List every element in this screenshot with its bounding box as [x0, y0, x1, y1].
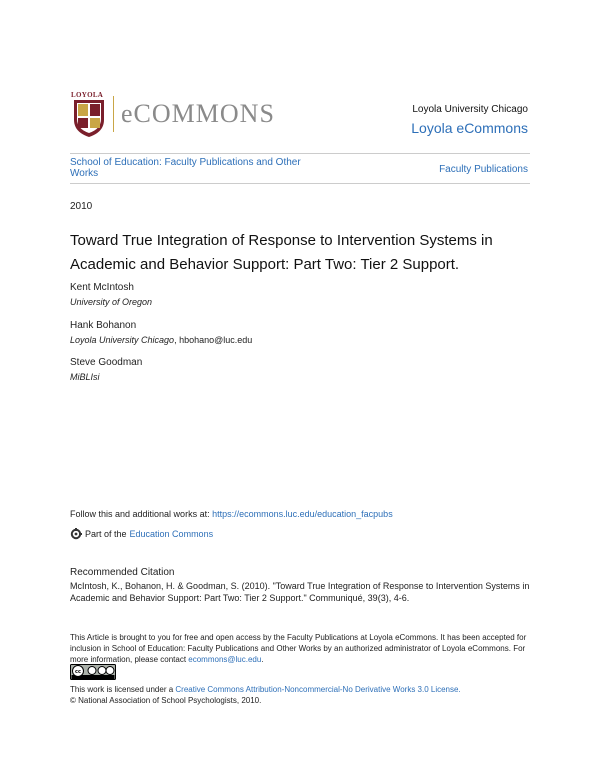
article-title: Toward True Integration of Response to Intervention Systems in Academic and Behavior Support: Part Two: Tier 2 Support. — [70, 232, 493, 273]
contact-email-link[interactable]: ecommons@luc.edu — [188, 655, 262, 664]
author-email[interactable]: , hbohano@luc.edu — [174, 335, 253, 345]
header-divider-top — [70, 153, 530, 154]
affiliation-text: MiBLIsi — [70, 372, 100, 382]
author-name: Kent McIntosh — [70, 282, 134, 293]
part-of-text: Part of the — [85, 529, 127, 539]
author-affiliation — [70, 335, 252, 345]
ecommons-wordmark: eCOMMONS — [121, 99, 275, 128]
loyola-shield-icon — [72, 94, 106, 138]
citation-heading: Recommended Citation — [70, 567, 175, 578]
collection-link[interactable]: Faculty Publications — [439, 164, 528, 175]
publication-year: 2010 — [70, 201, 93, 212]
license-statement — [70, 684, 540, 706]
follow-text: Follow this and additional works at: — [70, 509, 213, 519]
creative-commons-badge-icon[interactable] — [70, 664, 116, 680]
svg-text:cc: cc — [75, 669, 81, 675]
logo-loyola-text: LOYOLA — [71, 91, 104, 99]
repository-link[interactable]: Loyola eCommons — [411, 120, 528, 136]
access-end: . — [261, 655, 264, 664]
header-divider-bottom — [70, 183, 530, 184]
license-line — [70, 684, 540, 695]
author-affiliation — [70, 297, 152, 307]
author-affiliation — [70, 372, 142, 382]
author-block-1 — [70, 282, 152, 307]
department-link[interactable]: School of Education: Faculty Publications and Other Works — [70, 157, 301, 179]
copyright-line: © National Association of School Psychologists, 2010. — [70, 696, 262, 705]
license-prefix: This work is licensed under a — [70, 685, 176, 694]
network-icon — [70, 528, 82, 540]
author-name: Hank Bohanon — [70, 320, 137, 331]
license-link[interactable]: Creative Commons Attribution-Noncommercial-No Derivative Works 3.0 License. — [175, 685, 461, 694]
part-of-line — [70, 528, 213, 540]
affiliation-text: University of Oregon — [70, 297, 153, 307]
education-commons-link[interactable]: Education Commons — [129, 529, 214, 539]
author-name: Steve Goodman — [70, 357, 143, 368]
access-text: This Article is brought to you for free and open access by the Faculty Publications at Loyola eCommons. It has been accepted for inclusion in School of Education: Faculty Publications and Other Works by an authorized administrator of Loyola eCommons. For more information, please contact — [70, 633, 527, 664]
logo-separator — [113, 96, 114, 132]
university-name: Loyola University Chicago — [412, 104, 528, 115]
access-statement — [70, 632, 540, 665]
author-block-2 — [70, 320, 252, 345]
affiliation-text: Loyola University Chicago — [70, 335, 175, 345]
citation-body: McIntosh, K., Bohanon, H. & Goodman, S. (2010). "Toward True Integration of Response to Intervention Systems in Academic and Behavior Support: Part Two: Tier 2 Support." Communiqué, 39(3), 4-6. — [70, 581, 530, 603]
author-block-3 — [70, 357, 142, 382]
collection-url-link[interactable]: https://ecommons.luc.edu/education_facpubs — [212, 509, 393, 519]
follow-line — [70, 509, 393, 519]
